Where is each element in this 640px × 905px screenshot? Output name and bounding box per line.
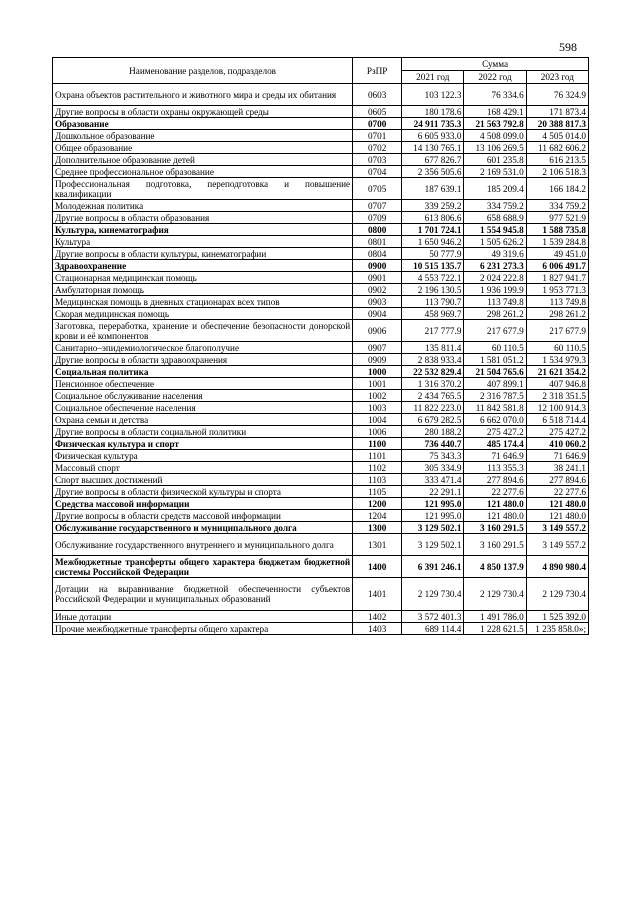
row-code: 0701 [353, 130, 402, 142]
row-code: 0702 [353, 142, 402, 154]
row-name: Амбулаторная помощь [53, 284, 353, 296]
row-name: Спорт высших достижений [53, 474, 353, 486]
row-value-2021: 24 911 735.3 [402, 118, 464, 130]
row-value-2022: 185 209.4 [464, 178, 526, 200]
section-row [53, 366, 589, 378]
row-code: 1401 [353, 578, 402, 611]
row-code: 0902 [353, 284, 402, 296]
row-code: 0909 [353, 354, 402, 366]
row-value-2022: 2 129 730.4 [464, 578, 526, 611]
section-row [53, 438, 589, 450]
row-name: Санитарно–эпидемиологическое благополучие [53, 342, 353, 354]
row-code: 1200 [353, 498, 402, 510]
row-name: Межбюджетные трансферты общего характера бюджетам бюджетной системы Российской Федерации [53, 556, 353, 578]
row-value-2021: 180 178.6 [402, 106, 464, 118]
row-name: Дополнительное образование детей [53, 154, 353, 166]
row-value-2021: 11 822 223.0 [402, 402, 464, 414]
row-value-2022: 3 160 291.5 [464, 522, 526, 534]
row-value-2023: 2 106 518.3 [526, 166, 588, 178]
row-value-2023: 3 149 557.2 [526, 534, 588, 556]
row-value-2022: 601 235.8 [464, 154, 526, 166]
header-name: Наименование разделов, подразделов [53, 58, 353, 84]
row-name: Образование [53, 118, 353, 130]
row-value-2023: 1 534 979.3 [526, 354, 588, 366]
row-code: 1003 [353, 402, 402, 414]
row-value-2021: 458 969.7 [402, 308, 464, 320]
row-value-2022: 658 688.9 [464, 212, 526, 224]
row-value-2022: 1 505 626.2 [464, 236, 526, 248]
row-value-2023: 121 480.0 [526, 498, 588, 510]
row-value-2023: 6 006 491.7 [526, 260, 588, 272]
row-value-2022: 2 024 222.8 [464, 272, 526, 284]
section-row [53, 118, 589, 130]
row-value-2023: 71 646.9 [526, 450, 588, 462]
row-value-2021: 113 790.7 [402, 296, 464, 308]
row-value-2021: 613 806.6 [402, 212, 464, 224]
row-name: Другие вопросы в области социальной политики [53, 426, 353, 438]
row-code: 1101 [353, 450, 402, 462]
table-row [53, 284, 589, 296]
table-row [53, 166, 589, 178]
row-value-2022: 298 261.2 [464, 308, 526, 320]
row-value-2021: 305 334.9 [402, 462, 464, 474]
row-value-2023: 21 621 354.2 [526, 366, 588, 378]
row-value-2021: 135 811.4 [402, 342, 464, 354]
row-value-2023: 977 521.9 [526, 212, 588, 224]
row-name: Физическая культура [53, 450, 353, 462]
row-code: 0605 [353, 106, 402, 118]
row-code: 1105 [353, 486, 402, 498]
row-name: Массовый спорт [53, 462, 353, 474]
row-value-2023: 277 894.6 [526, 474, 588, 486]
row-value-2021: 22 532 829.4 [402, 366, 464, 378]
row-name: Обслуживание государственного внутреннего и муниципального долга [53, 534, 353, 556]
row-code: 1301 [353, 534, 402, 556]
row-value-2023: 407 946.8 [526, 378, 588, 390]
table-row [53, 462, 589, 474]
row-name: Другие вопросы в области физической культуры и спорта [53, 486, 353, 498]
section-row [53, 498, 589, 510]
row-name: Обслуживание государственного и муниципального долга [53, 522, 353, 534]
budget-table [52, 57, 589, 635]
row-value-2021: 50 777.9 [402, 248, 464, 260]
row-code: 0907 [353, 342, 402, 354]
table-row [53, 236, 589, 248]
row-value-2021: 187 639.1 [402, 178, 464, 200]
row-value-2023: 11 682 606.2 [526, 142, 588, 154]
row-name: Охрана семьи и детства [53, 414, 353, 426]
row-name: Социальное обслуживание населения [53, 390, 353, 402]
row-value-2022: 13 106 269.5 [464, 142, 526, 154]
row-code: 1004 [353, 414, 402, 426]
row-value-2021: 1 701 724.1 [402, 224, 464, 236]
row-value-2021: 2 838 933.4 [402, 354, 464, 366]
row-value-2021: 217 777.9 [402, 320, 464, 342]
row-value-2023: 410 060.2 [526, 438, 588, 450]
table-row [53, 154, 589, 166]
row-value-2022: 6 662 070.0 [464, 414, 526, 426]
row-name: Скорая медицинская помощь [53, 308, 353, 320]
row-value-2023: 4 890 980.4 [526, 556, 588, 578]
row-value-2021: 2 434 765.5 [402, 390, 464, 402]
row-value-2021: 14 130 765.1 [402, 142, 464, 154]
table-row [53, 426, 589, 438]
row-value-2021: 121 995.0 [402, 498, 464, 510]
row-value-2022: 4 508 099.0 [464, 130, 526, 142]
row-code: 0804 [353, 248, 402, 260]
table-row [53, 130, 589, 142]
row-value-2023: 2 129 730.4 [526, 578, 588, 611]
table-row [53, 178, 589, 200]
table-row [53, 578, 589, 611]
row-code: 1006 [353, 426, 402, 438]
row-name: Социальная политика [53, 366, 353, 378]
table-row [53, 272, 589, 284]
row-name: Дошкольное образование [53, 130, 353, 142]
row-name: Другие вопросы в области образования [53, 212, 353, 224]
row-value-2021: 339 259.2 [402, 200, 464, 212]
row-value-2021: 736 440.7 [402, 438, 464, 450]
row-code: 0801 [353, 236, 402, 248]
row-value-2021: 10 515 135.7 [402, 260, 464, 272]
row-value-2023: 121 480.0 [526, 510, 588, 522]
row-value-2023: 1 525 392.0 [526, 611, 588, 623]
row-value-2022: 1 228 621.5 [464, 623, 526, 635]
row-value-2021: 333 471.4 [402, 474, 464, 486]
row-value-2021: 121 995.0 [402, 510, 464, 522]
row-value-2023: 49 451.0 [526, 248, 588, 260]
row-code: 0704 [353, 166, 402, 178]
row-value-2023: 166 184.2 [526, 178, 588, 200]
row-value-2023: 20 388 817.3 [526, 118, 588, 130]
row-code: 1100 [353, 438, 402, 450]
row-value-2022: 121 480.0 [464, 510, 526, 522]
row-name: Другие вопросы в области средств массовой информации [53, 510, 353, 522]
row-value-2023: 1 588 735.8 [526, 224, 588, 236]
row-code: 1002 [353, 390, 402, 402]
row-name: Другие вопросы в области культуры, кинематографии [53, 248, 353, 260]
row-value-2023: 1 953 771.3 [526, 284, 588, 296]
row-value-2022: 22 277.6 [464, 486, 526, 498]
row-code: 0707 [353, 200, 402, 212]
row-name: Культура, кинематография [53, 224, 353, 236]
row-name: Культура [53, 236, 353, 248]
row-value-2023: 2 318 351.5 [526, 390, 588, 402]
table-row [53, 378, 589, 390]
row-code: 0703 [353, 154, 402, 166]
row-value-2022: 113 355.3 [464, 462, 526, 474]
table-row [53, 414, 589, 426]
row-code: 0800 [353, 224, 402, 236]
row-name: Социальное обеспечение населения [53, 402, 353, 414]
table-row [53, 474, 589, 486]
row-name: Средства массовой информации [53, 498, 353, 510]
table-row [53, 142, 589, 154]
row-value-2023: 616 213.5 [526, 154, 588, 166]
row-value-2022: 407 899.1 [464, 378, 526, 390]
row-name: Охрана объектов растительного и животного мира и среды их обитания [53, 84, 353, 106]
table-row [53, 486, 589, 498]
row-code: 1001 [353, 378, 402, 390]
row-code: 1400 [353, 556, 402, 578]
row-value-2022: 1 936 199.9 [464, 284, 526, 296]
row-code: 0700 [353, 118, 402, 130]
row-code: 0903 [353, 296, 402, 308]
row-name: Общее образование [53, 142, 353, 154]
table-row [53, 296, 589, 308]
table-row [53, 354, 589, 366]
row-value-2022: 21 504 765.6 [464, 366, 526, 378]
row-value-2021: 2 129 730.4 [402, 578, 464, 611]
row-value-2022: 1 581 051.2 [464, 354, 526, 366]
row-value-2022: 168 429.1 [464, 106, 526, 118]
row-code: 1102 [353, 462, 402, 474]
row-value-2022: 21 563 792.8 [464, 118, 526, 130]
section-row [53, 556, 589, 578]
section-row [53, 522, 589, 534]
table-row [53, 106, 589, 118]
table-row [53, 611, 589, 623]
row-value-2021: 1 650 946.2 [402, 236, 464, 248]
row-value-2021: 677 826.7 [402, 154, 464, 166]
row-value-2022: 334 759.2 [464, 200, 526, 212]
section-row [53, 260, 589, 272]
row-name: Стационарная медицинская помощь [53, 272, 353, 284]
row-name: Здравоохранение [53, 260, 353, 272]
header-year-2023: 2023 год [526, 71, 588, 84]
table-row [53, 308, 589, 320]
row-value-2023: 4 505 014.0 [526, 130, 588, 142]
row-value-2021: 280 188.2 [402, 426, 464, 438]
table-row [53, 212, 589, 224]
row-value-2023: 275 427.2 [526, 426, 588, 438]
row-code: 1204 [353, 510, 402, 522]
row-value-2023: 12 100 914.3 [526, 402, 588, 414]
row-value-2022: 49 319.6 [464, 248, 526, 260]
header-code: РзПР [353, 58, 402, 84]
row-value-2022: 485 174.4 [464, 438, 526, 450]
row-value-2022: 2 169 531.0 [464, 166, 526, 178]
row-name: Дотации на выравнивание бюджетной обеспеченности субъектов Российской Федерации и муниципальных образований [53, 578, 353, 611]
table-row [53, 390, 589, 402]
row-name: Профессиональная подготовка, переподготовка и повышение квалификации [53, 178, 353, 200]
row-code: 0705 [353, 178, 402, 200]
row-code: 1403 [353, 623, 402, 635]
row-value-2023: 171 873.4 [526, 106, 588, 118]
table-row [53, 84, 589, 106]
row-code: 0709 [353, 212, 402, 224]
row-code: 0906 [353, 320, 402, 342]
row-value-2021: 3 129 502.1 [402, 534, 464, 556]
row-code: 0603 [353, 84, 402, 106]
row-value-2022: 11 842 581.8 [464, 402, 526, 414]
page-number: 598 [559, 40, 577, 54]
header-year-2022: 2022 год [464, 71, 526, 84]
row-value-2021: 103 122.3 [402, 84, 464, 106]
row-name: Медицинская помощь в дневных стационарах всех типов [53, 296, 353, 308]
row-value-2021: 75 343.3 [402, 450, 464, 462]
row-value-2022: 275 427.2 [464, 426, 526, 438]
header-year-2021: 2021 год [402, 71, 464, 84]
row-code: 1402 [353, 611, 402, 623]
row-value-2021: 2 356 505.6 [402, 166, 464, 178]
table-row [53, 623, 589, 635]
table-row [53, 450, 589, 462]
row-value-2023: 1 539 284.8 [526, 236, 588, 248]
row-value-2023: 60 110.5 [526, 342, 588, 354]
row-name: Другие вопросы в области здравоохранения [53, 354, 353, 366]
row-value-2023: 76 324.9 [526, 84, 588, 106]
row-name: Заготовка, переработка, хранение и обеспечение безопасности донорской крови и её компонентов [53, 320, 353, 342]
row-code: 1103 [353, 474, 402, 486]
row-value-2022: 60 110.5 [464, 342, 526, 354]
row-value-2022: 1 491 786.0 [464, 611, 526, 623]
row-name: Пенсионное обеспечение [53, 378, 353, 390]
table-row [53, 320, 589, 342]
row-name: Среднее профессиональное образование [53, 166, 353, 178]
row-code: 0900 [353, 260, 402, 272]
row-value-2023: 113 749.8 [526, 296, 588, 308]
row-value-2021: 6 605 933.0 [402, 130, 464, 142]
row-value-2021: 689 114.4 [402, 623, 464, 635]
row-value-2021: 6 391 246.1 [402, 556, 464, 578]
row-value-2023: 1 235 858.0»; [526, 623, 588, 635]
row-value-2021: 4 553 722.1 [402, 272, 464, 284]
row-value-2022: 71 646.9 [464, 450, 526, 462]
row-value-2023: 22 277.6 [526, 486, 588, 498]
row-value-2022: 76 334.6 [464, 84, 526, 106]
row-value-2023: 1 827 941.7 [526, 272, 588, 284]
row-code: 1000 [353, 366, 402, 378]
row-value-2023: 334 759.2 [526, 200, 588, 212]
table-row [53, 402, 589, 414]
row-value-2022: 217 677.9 [464, 320, 526, 342]
row-value-2022: 2 316 787.5 [464, 390, 526, 402]
row-value-2023: 298 261.2 [526, 308, 588, 320]
row-code: 0904 [353, 308, 402, 320]
row-value-2022: 4 850 137.9 [464, 556, 526, 578]
row-value-2023: 6 518 714.4 [526, 414, 588, 426]
row-name: Другие вопросы в области охраны окружающей среды [53, 106, 353, 118]
row-value-2021: 22 291.1 [402, 486, 464, 498]
row-value-2022: 3 160 291.5 [464, 534, 526, 556]
row-value-2022: 1 554 945.8 [464, 224, 526, 236]
row-value-2023: 217 677.9 [526, 320, 588, 342]
table-row [53, 510, 589, 522]
row-value-2022: 121 480.0 [464, 498, 526, 510]
row-name: Физическая культура и спорт [53, 438, 353, 450]
row-value-2021: 3 572 401.3 [402, 611, 464, 623]
row-value-2021: 1 316 370.2 [402, 378, 464, 390]
header-sum: Сумма [402, 58, 589, 71]
row-name: Иные дотации [53, 611, 353, 623]
table-row [53, 342, 589, 354]
row-value-2022: 6 231 273.3 [464, 260, 526, 272]
row-name: Молодежная политика [53, 200, 353, 212]
row-value-2021: 6 679 282.5 [402, 414, 464, 426]
row-value-2023: 38 241.1 [526, 462, 588, 474]
table-row [53, 248, 589, 260]
table-row [53, 200, 589, 212]
row-value-2021: 2 196 130.5 [402, 284, 464, 296]
row-value-2022: 277 894.6 [464, 474, 526, 486]
row-value-2021: 3 129 502.1 [402, 522, 464, 534]
section-row [53, 224, 589, 236]
table-body [53, 84, 589, 635]
row-name: Прочие межбюджетные трансферты общего характера [53, 623, 353, 635]
row-code: 1300 [353, 522, 402, 534]
row-code: 0901 [353, 272, 402, 284]
table-row [53, 534, 589, 556]
row-value-2023: 3 149 557.2 [526, 522, 588, 534]
row-value-2022: 113 749.8 [464, 296, 526, 308]
